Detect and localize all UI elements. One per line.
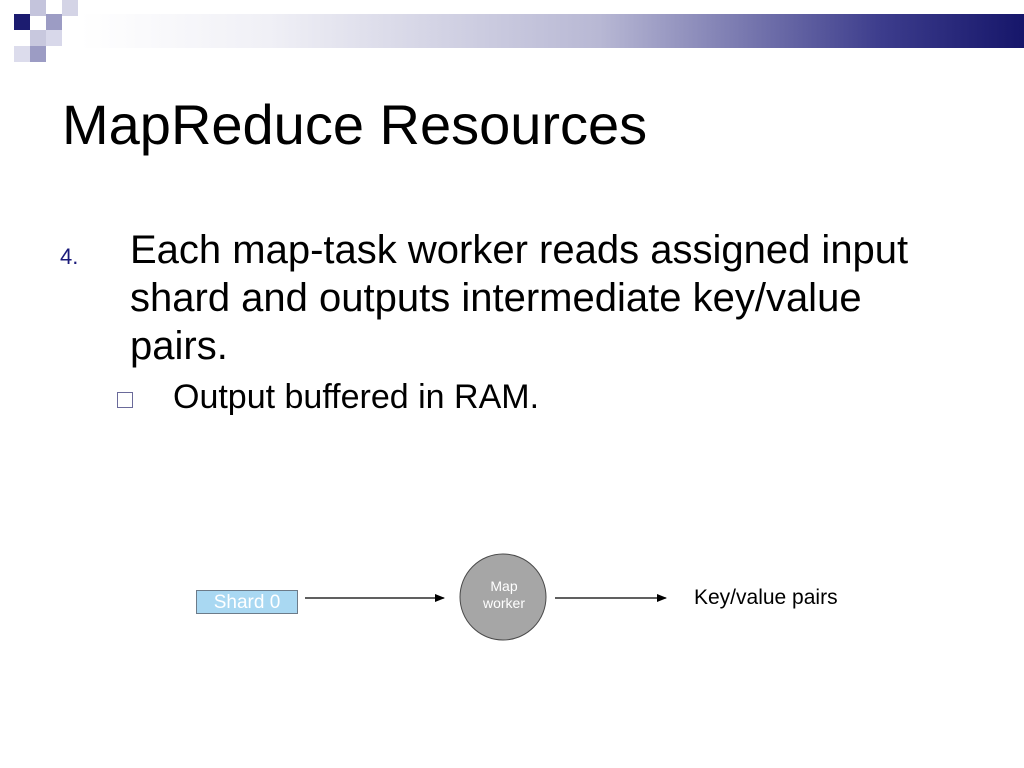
map-worker-label [462, 578, 546, 612]
sub-bullet-text: Output buffered in RAM. [173, 378, 540, 416]
key-value-output-label: Key/value pairs [694, 586, 838, 609]
map-worker-label-line1: Map [490, 578, 518, 594]
slide-title: MapReduce Resources [62, 93, 648, 156]
bullet-text: Each map-task worker reads assigned input shard and outputs intermediate key/value pairs. [130, 228, 909, 368]
bullet-number: 4. [60, 244, 79, 269]
shard-node: Shard 0 [196, 590, 298, 614]
map-worker-label-line2: worker [482, 595, 525, 611]
